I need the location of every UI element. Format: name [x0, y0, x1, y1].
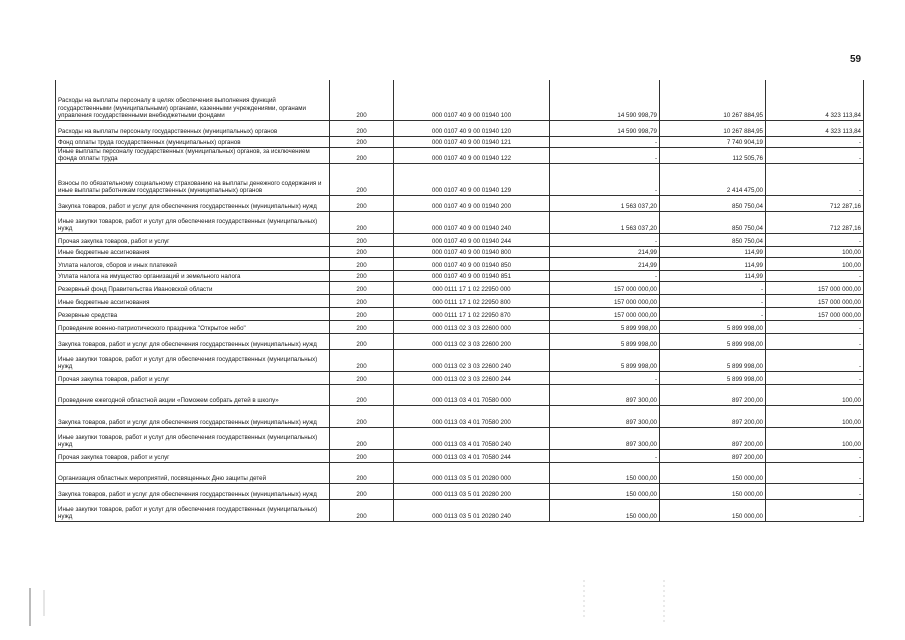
row-executed: 5 899 998,00	[660, 320, 766, 333]
row-name: Прочая закупка товаров, работ и услуг	[56, 371, 330, 384]
row-unexecuted: 100,00	[766, 405, 864, 427]
row-executed: 150 000,00	[660, 483, 766, 499]
table-row	[56, 120, 864, 136]
row-code: 200	[330, 294, 394, 307]
row-code: 200	[330, 147, 394, 163]
row-kbk: 000 0111 17 1 02 22950 870	[394, 307, 550, 320]
row-approved: 150 000,00	[550, 483, 660, 499]
row-executed: -	[660, 294, 766, 307]
row-approved: 14 590 998,79	[550, 120, 660, 136]
row-code: 200	[330, 270, 394, 281]
row-approved: 14 590 998,79	[550, 80, 660, 120]
row-code: 200	[330, 384, 394, 405]
row-kbk: 000 0113 03 5 01 20280 000	[394, 462, 550, 483]
row-unexecuted: 712 287,16	[766, 195, 864, 211]
row-kbk: 000 0107 40 9 00 01940 800	[394, 246, 550, 257]
row-name: Проведение военно-патриотического праздника "Открытое небо"	[56, 320, 330, 333]
row-executed: 850 750,04	[660, 233, 766, 246]
budget-table	[55, 80, 864, 522]
row-executed: 5 899 998,00	[660, 333, 766, 349]
row-name: Проведение ежегодной областной акции «Поможем собрать детей в школу»	[56, 384, 330, 405]
row-unexecuted: 157 000 000,00	[766, 294, 864, 307]
row-code: 200	[330, 257, 394, 270]
row-unexecuted: 157 000 000,00	[766, 281, 864, 294]
table-row	[56, 147, 864, 163]
table-body	[56, 80, 864, 521]
table-row	[56, 333, 864, 349]
row-unexecuted: 100,00	[766, 384, 864, 405]
row-code: 200	[330, 405, 394, 427]
row-kbk: 000 0111 17 1 02 22950 800	[394, 294, 550, 307]
row-unexecuted: 4 323 113,84	[766, 80, 864, 120]
row-kbk: 000 0113 03 4 01 70580 244	[394, 449, 550, 462]
table-row	[56, 294, 864, 307]
row-executed: 2 414 475,00	[660, 163, 766, 195]
row-kbk: 000 0113 03 5 01 20280 200	[394, 483, 550, 499]
table-row	[56, 233, 864, 246]
table-row	[56, 163, 864, 195]
row-unexecuted: 712 287,16	[766, 211, 864, 233]
row-name: Закупка товаров, работ и услуг для обеспечения государственных (муниципальных) нужд	[56, 405, 330, 427]
row-approved: 214,99	[550, 246, 660, 257]
row-unexecuted: -	[766, 147, 864, 163]
table-row	[56, 80, 864, 120]
row-kbk: 000 0107 40 9 00 01940 851	[394, 270, 550, 281]
row-approved: 157 000 000,00	[550, 307, 660, 320]
row-name: Иные выплаты персоналу государственных (муниципальных) органов, за исключением фонда оплаты труда	[56, 147, 330, 163]
row-executed: 10 267 884,95	[660, 80, 766, 120]
row-executed: 5 899 998,00	[660, 349, 766, 371]
row-kbk: 000 0107 40 9 00 01940 240	[394, 211, 550, 233]
row-approved: 150 000,00	[550, 462, 660, 483]
row-approved: -	[550, 449, 660, 462]
row-unexecuted: -	[766, 320, 864, 333]
table-row	[56, 281, 864, 294]
row-code: 200	[330, 307, 394, 320]
row-name: Закупка товаров, работ и услуг для обеспечения государственных (муниципальных) нужд	[56, 483, 330, 499]
row-unexecuted: -	[766, 371, 864, 384]
row-code: 200	[330, 120, 394, 136]
row-name: Взносы по обязательному социальному страхованию на выплаты денежного содержания и иные выплаты работникам государственных (муниципальных) органов	[56, 163, 330, 195]
row-executed: 897 200,00	[660, 384, 766, 405]
row-executed: 897 200,00	[660, 405, 766, 427]
row-name: Иные бюджетные ассигнования	[56, 294, 330, 307]
table-row	[56, 270, 864, 281]
row-name: Иные закупки товаров, работ и услуг для обеспечения государственных (муниципальных) нужд	[56, 499, 330, 521]
row-approved: 897 300,00	[550, 427, 660, 449]
row-executed: 114,99	[660, 246, 766, 257]
row-kbk: 000 0113 03 5 01 20280 240	[394, 499, 550, 521]
row-kbk: 000 0113 02 3 03 22600 200	[394, 333, 550, 349]
row-executed: 897 200,00	[660, 427, 766, 449]
row-code: 200	[330, 333, 394, 349]
row-kbk: 000 0107 40 9 00 01940 100	[394, 80, 550, 120]
row-unexecuted: -	[766, 136, 864, 147]
row-name: Расходы на выплаты персоналу государственных (муниципальных) органов	[56, 120, 330, 136]
row-executed: 897 200,00	[660, 449, 766, 462]
row-executed: 114,99	[660, 257, 766, 270]
row-executed: 850 750,04	[660, 195, 766, 211]
row-name: Иные закупки товаров, работ и услуг для обеспечения государственных (муниципальных) нужд	[56, 349, 330, 371]
row-code: 200	[330, 320, 394, 333]
row-unexecuted: 100,00	[766, 246, 864, 257]
row-code: 200	[330, 499, 394, 521]
row-name: Прочая закупка товаров, работ и услуг	[56, 449, 330, 462]
row-kbk: 000 0107 40 9 00 01940 129	[394, 163, 550, 195]
row-approved: 1 563 037,20	[550, 195, 660, 211]
row-executed: 5 899 998,00	[660, 371, 766, 384]
row-name: Уплата налогов, сборов и иных платежей	[56, 257, 330, 270]
row-unexecuted: -	[766, 270, 864, 281]
table-row	[56, 371, 864, 384]
table-row	[56, 349, 864, 371]
table-row	[56, 462, 864, 483]
row-unexecuted: -	[766, 449, 864, 462]
row-approved: -	[550, 147, 660, 163]
table-row	[56, 136, 864, 147]
row-code: 200	[330, 163, 394, 195]
row-executed: 150 000,00	[660, 499, 766, 521]
table-row	[56, 405, 864, 427]
row-executed: 114,99	[660, 270, 766, 281]
row-kbk: 000 0113 02 3 03 22600 000	[394, 320, 550, 333]
row-approved: -	[550, 371, 660, 384]
row-code: 200	[330, 371, 394, 384]
row-unexecuted: -	[766, 499, 864, 521]
row-code: 200	[330, 427, 394, 449]
table-row	[56, 257, 864, 270]
table-row	[56, 427, 864, 449]
row-code: 200	[330, 449, 394, 462]
row-approved: 214,99	[550, 257, 660, 270]
row-code: 200	[330, 211, 394, 233]
table-row	[56, 483, 864, 499]
row-unexecuted: -	[766, 349, 864, 371]
row-kbk: 000 0113 02 3 03 22600 244	[394, 371, 550, 384]
row-kbk: 000 0113 03 4 01 70580 240	[394, 427, 550, 449]
row-unexecuted: 4 323 113,84	[766, 120, 864, 136]
row-unexecuted: -	[766, 483, 864, 499]
row-approved: 897 300,00	[550, 384, 660, 405]
row-code: 200	[330, 246, 394, 257]
row-kbk: 000 0107 40 9 00 01940 122	[394, 147, 550, 163]
row-kbk: 000 0113 03 4 01 70580 200	[394, 405, 550, 427]
row-name: Иные бюджетные ассигнования	[56, 246, 330, 257]
row-kbk: 000 0111 17 1 02 22950 000	[394, 281, 550, 294]
row-executed: 10 267 884,95	[660, 120, 766, 136]
row-approved: -	[550, 270, 660, 281]
row-code: 200	[330, 462, 394, 483]
table-row	[56, 320, 864, 333]
row-approved: 157 000 000,00	[550, 281, 660, 294]
row-kbk: 000 0107 40 9 00 01940 120	[394, 120, 550, 136]
row-name: Уплата налога на имущество организаций и земельного налога	[56, 270, 330, 281]
row-name: Иные закупки товаров, работ и услуг для обеспечения государственных (муниципальных) нужд	[56, 427, 330, 449]
row-approved: -	[550, 233, 660, 246]
row-name: Организация областных мероприятий, посвященных Дню защиты детей	[56, 462, 330, 483]
row-unexecuted: 100,00	[766, 257, 864, 270]
row-name: Иные закупки товаров, работ и услуг для обеспечения государственных (муниципальных) нужд	[56, 211, 330, 233]
row-approved: 897 300,00	[550, 405, 660, 427]
row-unexecuted: 100,00	[766, 427, 864, 449]
row-kbk: 000 0107 40 9 00 01940 200	[394, 195, 550, 211]
table-row	[56, 384, 864, 405]
table-row	[56, 449, 864, 462]
row-name: Прочая закупка товаров, работ и услуг	[56, 233, 330, 246]
row-code: 200	[330, 80, 394, 120]
row-code: 200	[330, 195, 394, 211]
table-row	[56, 246, 864, 257]
row-kbk: 000 0107 40 9 00 01940 850	[394, 257, 550, 270]
table-row	[56, 195, 864, 211]
row-approved: 5 899 998,00	[550, 320, 660, 333]
row-executed: 850 750,04	[660, 211, 766, 233]
row-executed: 150 000,00	[660, 462, 766, 483]
row-kbk: 000 0113 03 4 01 70580 000	[394, 384, 550, 405]
row-unexecuted: -	[766, 333, 864, 349]
row-name: Резервные средства	[56, 307, 330, 320]
row-approved: -	[550, 163, 660, 195]
row-unexecuted: -	[766, 462, 864, 483]
row-approved: 1 563 037,20	[550, 211, 660, 233]
row-code: 200	[330, 136, 394, 147]
row-approved: 157 000 000,00	[550, 294, 660, 307]
row-kbk: 000 0107 40 9 00 01940 244	[394, 233, 550, 246]
row-approved: 150 000,00	[550, 499, 660, 521]
row-code: 200	[330, 281, 394, 294]
row-name: Фонд оплаты труда государственных (муниципальных) органов	[56, 136, 330, 147]
row-code: 200	[330, 483, 394, 499]
row-executed: 112 505,76	[660, 147, 766, 163]
table-row	[56, 307, 864, 320]
row-kbk: 000 0113 02 3 03 22600 240	[394, 349, 550, 371]
row-unexecuted: -	[766, 233, 864, 246]
row-code: 200	[330, 233, 394, 246]
row-executed: -	[660, 307, 766, 320]
row-executed: -	[660, 281, 766, 294]
row-approved: 5 899 998,00	[550, 333, 660, 349]
table-row	[56, 499, 864, 521]
row-executed: 7 740 904,19	[660, 136, 766, 147]
row-name: Закупка товаров, работ и услуг для обеспечения государственных (муниципальных) нужд	[56, 195, 330, 211]
row-unexecuted: -	[766, 163, 864, 195]
table-row	[56, 211, 864, 233]
row-name: Закупка товаров, работ и услуг для обеспечения государственных (муниципальных) нужд	[56, 333, 330, 349]
row-approved: -	[550, 136, 660, 147]
row-unexecuted: 157 000 000,00	[766, 307, 864, 320]
page-number: 59	[850, 54, 862, 65]
row-approved: 5 899 998,00	[550, 349, 660, 371]
row-name: Расходы на выплаты персоналу в целях обеспечения выполнения функций государственными (муниципальными) органами, казенными учреждениями, органами управления государственными внебюджетными фондами	[56, 80, 330, 120]
row-name: Резервный фонд Правительства Ивановской области	[56, 281, 330, 294]
row-kbk: 000 0107 40 9 00 01940 121	[394, 136, 550, 147]
row-code: 200	[330, 349, 394, 371]
